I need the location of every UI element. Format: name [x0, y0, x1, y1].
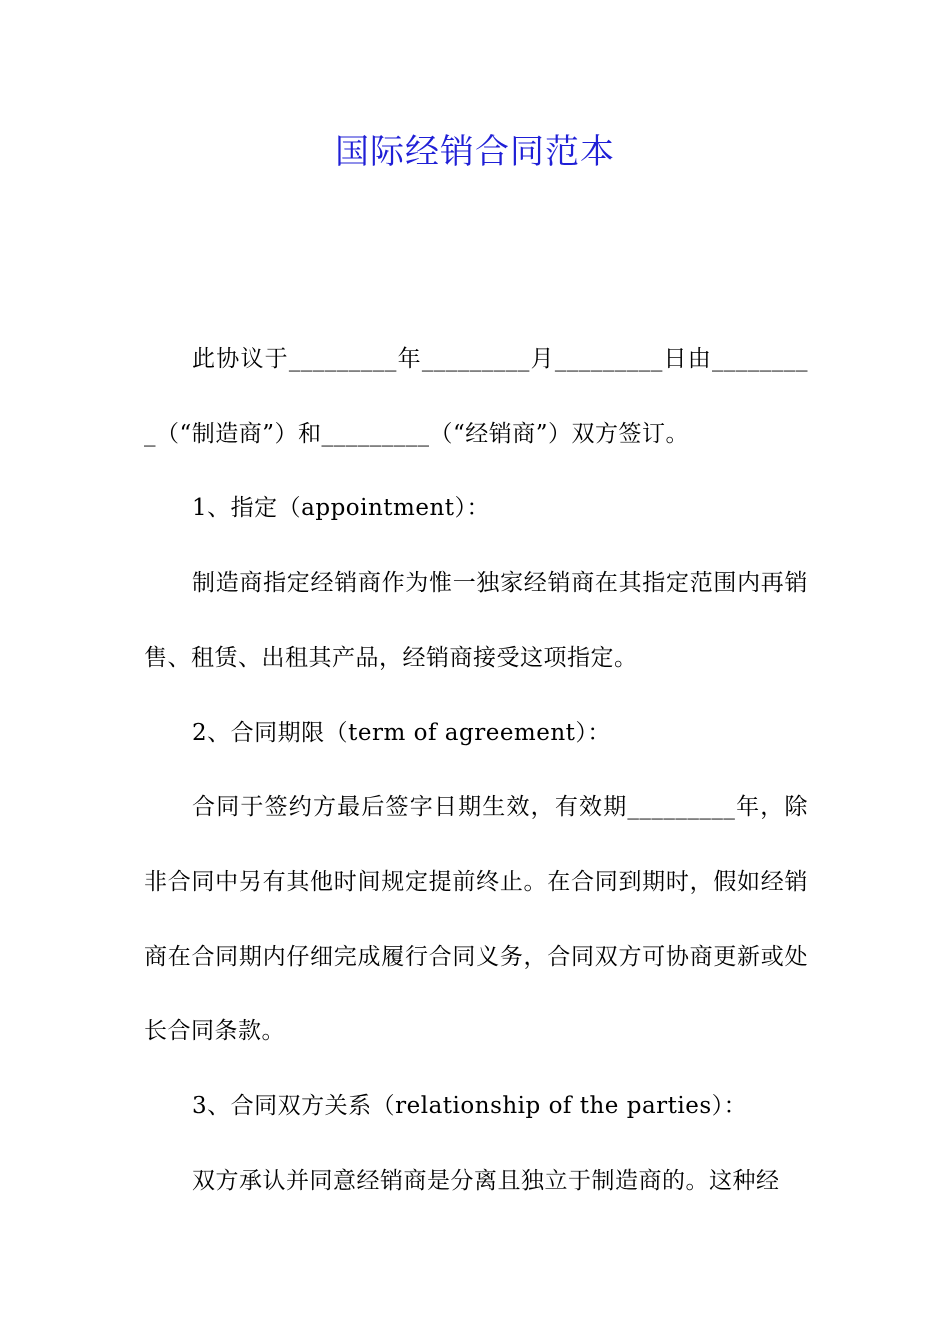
- paragraph-appointment: 制造商指定经销商作为惟一独家经销商在其指定范围内再销售、租赁、出租其产品，经销商接受这项指定。: [144, 570, 808, 671]
- heading-appointment: 1、指定（appointment）：: [192, 495, 491, 522]
- paragraph-relationship-of-parties: 双方承认并同意经销商是分离且独立于制造商的。这种经: [192, 1167, 780, 1194]
- paragraph-agreement-date: 此协议于_________年_________月_________日由_________（“制造商”）和_________（“经销商”）双方签订。: [144, 346, 808, 447]
- paragraph-term-of-agreement: 合同于签约方最后签字日期生效，有效期_________年，除非合同中另有其他时间规定提前终止。在合同到期时，假如经销商在合同期内仔细完成履行合同义务，合同双方可协商更新或处长合同条款。: [144, 794, 808, 1045]
- document-body: [144, 322, 808, 1218]
- heading-term-of-agreement: 2、合同期限（term of agreement）：: [192, 719, 611, 746]
- heading-relationship-of-parties: 3、合同双方关系（relationship of the parties）：: [192, 1093, 748, 1120]
- document-title: 国际经销合同范本: [335, 132, 615, 172]
